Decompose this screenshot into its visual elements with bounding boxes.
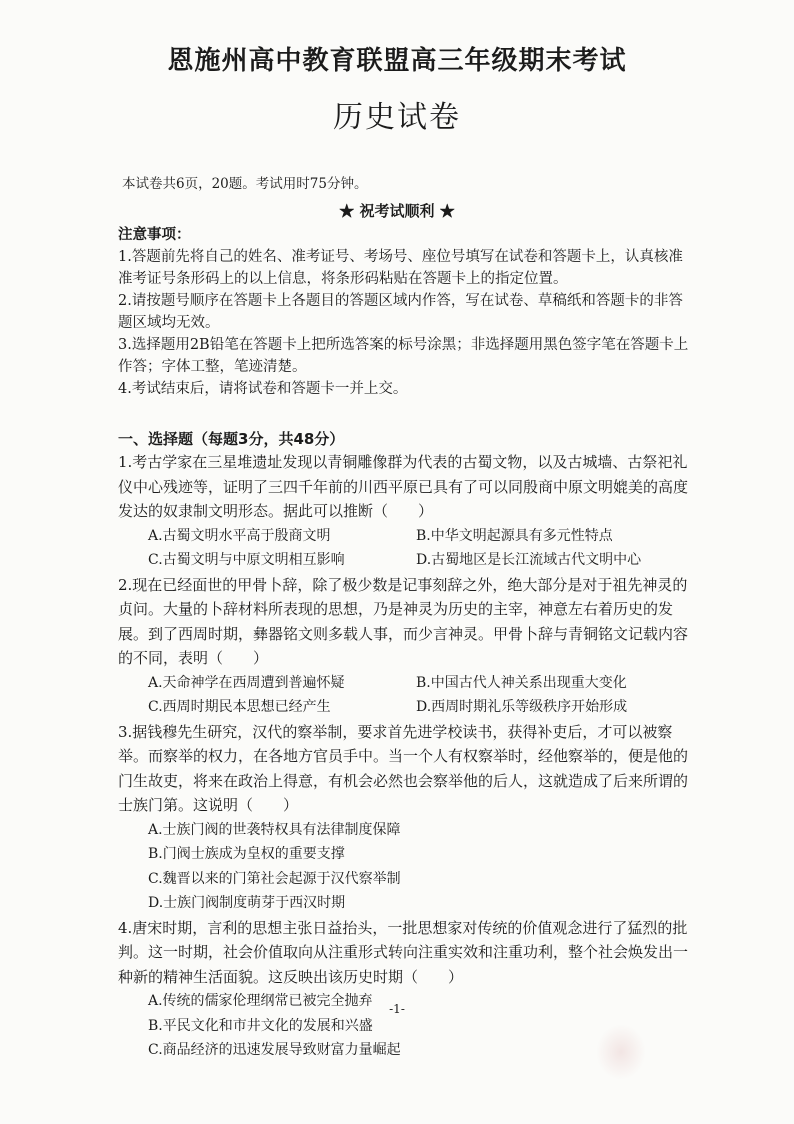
option-a: A.传统的儒家伦理纲常已被完全抛弃: [148, 993, 373, 1009]
option-d: D.西周时期礼乐等级秩序开始形成: [416, 699, 628, 715]
option-b: B.中国古代人神关系出现重大变化: [416, 674, 627, 691]
question-2-stem: 2.现在已经面世的甲骨卜辞，除了极少数是记事刻辞之外，绝大部分是对于祖先神灵的贞问。大量的卜辞材料所表现的思想，乃是神灵为历史的主宰，神意左右着历史的发展。到了西周时期，彝器铭文则多载人事，而少言神灵。甲骨卜辞与青铜铭文记载内容的不同，表明（ ）: [118, 575, 689, 667]
option-c: C.西周时期民本思想已经产生: [148, 699, 331, 715]
question-2-options: [118, 671, 696, 720]
option-c: C.魏晋以来的门第社会起源于汉代察举制: [148, 870, 401, 887]
exam-title: 恩施州高中教育联盟高三年级期末考试: [167, 46, 627, 76]
note-item: 2.请按题号顺序在答题卡上各题目的答题区域内作答，写在试卷、草稿纸和答题卡的非答题区域均无效。: [118, 293, 683, 331]
good-luck-line: ★ 祝考试顺利 ★: [339, 202, 455, 220]
exam-info: 本试卷共6页，20题。考试用时75分钟。: [122, 176, 368, 192]
option-a: A.天命神学在西周遭到普遍怀疑: [148, 674, 345, 691]
section-heading: 一、选择题（每题3分，共48分）: [118, 430, 345, 448]
question-4-stem: 4.唐宋时期，言利的思想主张日益抬头，一批思想家对传统的价值观念进行了猛烈的批判。这一时期，社会价值取向从注重形式转向注重实效和注重功利，整个社会焕发出一种新的精神生活面貌。这反映出该历史时期（ ）: [118, 918, 689, 986]
note-item: 1.答题前先将自己的姓名、准考证号、考场号、座位号填写在试卷和答题卡上，认真核准准考证号条形码上的以上信息，将条形码粘贴在答题卡上的指定位置。: [118, 249, 683, 287]
option-c: C.古蜀文明与中原文明相互影响: [148, 552, 345, 568]
paper-stain: [596, 1024, 646, 1080]
note-item: 4.考试结束后，请将试卷和答题卡一并上交。: [118, 381, 408, 397]
notes-heading: 注意事项：: [118, 226, 191, 243]
option-d: D.古蜀地区是长江流域古代文明中心: [416, 552, 642, 568]
option-d: D.士族门阀制度萌芽于西汉时期: [148, 895, 346, 911]
option-c: C.商品经济的迅速发展导致财富力量崛起: [148, 1042, 401, 1058]
questions-block: [118, 442, 696, 1063]
question-3-options: [118, 818, 696, 916]
note-item: 3.选择题用2B铅笔在答题卡上把所选答案的标号涂黑；非选择题用黑色签字笔在答题卡上作答；字体工整，笔迹清楚。: [118, 337, 689, 375]
option-b: B.门阀士族成为皇权的重要支撑: [148, 846, 345, 862]
notes-block: [118, 224, 696, 400]
option-a: A.士族门阀的世袭特权具有法律制度保障: [148, 821, 401, 838]
exam-subtitle: 历史试卷: [333, 100, 461, 135]
option-a: A.古蜀文明水平高于殷商文明: [148, 527, 331, 544]
option-b: B.中华文明起源具有多元性特点: [416, 527, 613, 544]
option-b: B.平民文化和市井文化的发展和兴盛: [148, 1017, 373, 1034]
page-number: -1-: [389, 1002, 405, 1016]
question-1-stem: 1.考古学家在三星堆遗址发现以青铜雕像群为代表的古蜀文物，以及古城墙、古祭祀礼仪中心残迹等，证明了三四千年前的川西平原已具有了可以同殷商中原文明媲美的高度发达的奴隶制文明形态。据此可以推断（ ）: [118, 453, 689, 520]
question-1-options: [118, 524, 696, 573]
question-3-stem: 3.据钱穆先生研究，汉代的察举制，要求首先进学校读书，获得补吏后，才可以被察举。而察举的权力，在各地方官员手中。当一个人有权察举时，经他察举的，便是他的门生故吏，将来在政治上得意，有机会必然也会察举他的后人，这就造成了后来所谓的士族门第。这说明（ ）: [118, 722, 689, 814]
